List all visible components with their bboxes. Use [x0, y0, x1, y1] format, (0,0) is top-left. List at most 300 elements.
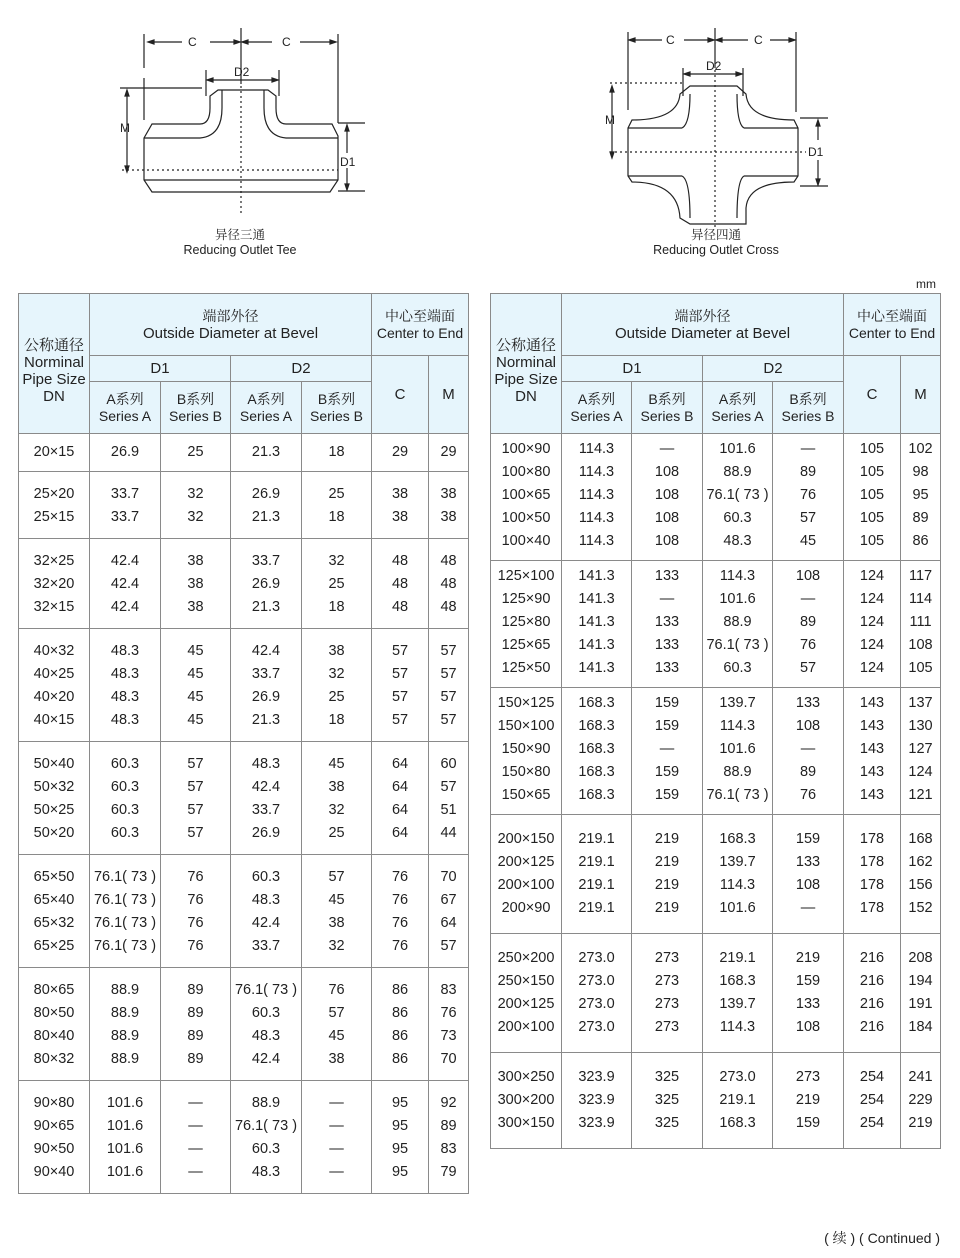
tee-caption-en: Reducing Outlet Tee [183, 243, 297, 257]
cell-value: 178 [859, 900, 885, 916]
cell-value: 88.9 [251, 1095, 281, 1111]
cell-c [372, 742, 429, 855]
header-d2-series-a [703, 382, 773, 434]
cell-value: 38 [328, 915, 345, 931]
cell-value: 89 [799, 764, 817, 780]
cell-value: 125×65 [501, 637, 551, 653]
cell-value: 88.9 [723, 614, 752, 630]
cell-value: 273.0 [578, 996, 615, 1012]
cell-value: 90×80 [33, 1095, 75, 1111]
cell-dn [19, 742, 90, 855]
cell-dn [19, 968, 90, 1081]
cell-value: 21.3 [251, 509, 281, 525]
cell-d2-series-a [703, 688, 773, 815]
cell-value: 83 [440, 1141, 457, 1157]
cell-value: 57 [391, 666, 409, 682]
cell-value: 229 [908, 1092, 933, 1108]
table-row-group [19, 434, 469, 472]
cell-value: 323.9 [578, 1092, 615, 1108]
cell-value: 25×20 [33, 486, 75, 502]
cell-value: 101.6 [719, 900, 756, 916]
table-row-group [19, 968, 469, 1081]
cell-value: 26.9 [110, 444, 140, 460]
cell-value: 18 [328, 599, 345, 615]
cell-d1-series-a [90, 539, 161, 629]
cell-d2-series-b [773, 688, 844, 815]
tee-label-c-left: C [188, 35, 197, 49]
cell-value: 48.3 [251, 1028, 281, 1044]
cell-value: 200×100 [497, 1019, 555, 1035]
cell-d1-series-a [562, 561, 632, 688]
series-a-en: Series A [239, 407, 293, 424]
cell-value: — [188, 1141, 203, 1157]
cell-value: 57 [799, 510, 817, 526]
cell-value: 38 [440, 486, 457, 502]
cell-value: 150×80 [501, 764, 551, 780]
tee-label-d2: D2 [234, 65, 250, 79]
cell-value: 133 [654, 568, 680, 584]
cell-value: 250×200 [497, 950, 555, 966]
cell-value: 86 [391, 982, 409, 998]
cell-value: 323.9 [578, 1115, 615, 1131]
cell-d2-series-a [231, 629, 302, 742]
cell-d1-series-b [632, 561, 703, 688]
table-row-group [19, 742, 469, 855]
cell-value: 273 [795, 1069, 821, 1085]
cell-value: 219.1 [578, 877, 615, 893]
cell-value: 98 [912, 464, 929, 480]
cell-c [844, 434, 901, 561]
cell-value: 32 [328, 938, 345, 954]
cell-c [372, 434, 429, 472]
cell-d2-series-b [302, 629, 372, 742]
cell-value: 89 [187, 982, 204, 998]
cross-caption-en: Reducing Outlet Cross [653, 243, 779, 257]
cell-value: 133 [795, 695, 821, 711]
cell-value: — [800, 741, 816, 757]
cell-d1-series-b [632, 934, 703, 1053]
cell-value: 79 [440, 1164, 457, 1180]
series-a-cn: A系列 [718, 390, 757, 407]
header-m: M [429, 356, 469, 434]
cell-value: 65×32 [33, 915, 75, 931]
cell-m [429, 742, 469, 855]
cell-value: 178 [859, 877, 885, 893]
header-dn-en3: DN [515, 388, 537, 405]
cell-value: 114.3 [719, 877, 756, 893]
cell-value: 141.3 [578, 614, 615, 630]
cell-d2-series-b [302, 434, 372, 472]
cell-value: 65×25 [33, 938, 75, 954]
cell-value: 25 [328, 576, 345, 592]
cell-value: 108 [654, 510, 680, 526]
cell-value: 60 [440, 756, 457, 772]
cell-value: 124 [859, 614, 885, 630]
cell-dn [491, 1053, 562, 1149]
cell-value: 50×40 [33, 756, 75, 772]
cell-value: 273.0 [578, 973, 615, 989]
cell-value: 90×40 [33, 1164, 75, 1180]
cell-value: 48.3 [110, 712, 140, 728]
cell-value: 191 [908, 996, 933, 1012]
cell-value: 90×65 [33, 1118, 75, 1134]
continued-label: ( 续 ) ( Continued ) [824, 1230, 940, 1246]
series-a-en: Series A [711, 407, 764, 424]
cell-value: 141.3 [578, 591, 615, 607]
cell-value: 38 [391, 509, 409, 525]
tee-label-m: M [120, 121, 130, 135]
table-body-right [491, 434, 941, 1149]
cell-value: 64 [391, 802, 409, 818]
cell-value: 216 [859, 1019, 885, 1035]
cell-d1-series-b [161, 742, 231, 855]
cell-value: 44 [440, 825, 457, 841]
cell-value: 48 [391, 553, 409, 569]
cell-value: 219 [654, 831, 680, 847]
cross-caption [626, 228, 806, 258]
cell-d1-series-a [90, 629, 161, 742]
cell-value: 219 [908, 1115, 933, 1131]
cell-m [429, 629, 469, 742]
cell-value: 40×20 [33, 689, 75, 705]
cell-d2-series-b [302, 472, 372, 539]
cell-value: 143 [859, 764, 885, 780]
cell-value: 143 [859, 787, 885, 803]
cell-value: 150×100 [497, 718, 555, 734]
cell-value: 117 [908, 568, 933, 584]
header-d2-series-b [773, 382, 844, 434]
cell-d2-series-a [231, 539, 302, 629]
series-a-cn: A系列 [106, 390, 144, 407]
cell-value: — [188, 1095, 203, 1111]
cell-d1-series-b [161, 855, 231, 968]
cell-value: 273 [654, 1019, 680, 1035]
cell-value: 42.4 [251, 1051, 281, 1067]
cell-value: 108 [654, 533, 680, 549]
cell-value: — [800, 591, 816, 607]
cell-value: 114.3 [578, 464, 615, 480]
cell-c [844, 934, 901, 1053]
cell-value: 38 [440, 509, 457, 525]
cell-value: 325 [654, 1092, 680, 1108]
cell-value: 300×150 [497, 1115, 555, 1131]
cell-value: 168.3 [719, 973, 756, 989]
cell-value: 65×50 [33, 869, 75, 885]
cell-value: — [659, 441, 675, 457]
cell-value: 178 [859, 831, 885, 847]
table-row-group [491, 1053, 941, 1149]
cell-value: 57 [799, 660, 817, 676]
cell-value: 38 [328, 779, 345, 795]
tee-caption-cn: 异径三通 [214, 228, 265, 242]
cell-value: 48.3 [251, 756, 281, 772]
cell-value: 76 [440, 1005, 457, 1021]
cell-d2-series-a [231, 472, 302, 539]
cell-value: 83 [440, 982, 457, 998]
cell-value: 111 [909, 614, 932, 630]
cell-value: 219 [795, 1092, 821, 1108]
cell-value: 48.3 [251, 1164, 281, 1180]
cell-dn [491, 934, 562, 1053]
header-od-cn: 端部外径 [202, 307, 259, 324]
cell-value: 25 [328, 486, 345, 502]
header-dn-cn: 公称通径 [23, 337, 84, 354]
cell-value: 76 [391, 869, 409, 885]
cross-label-c-right: C [754, 33, 763, 47]
cell-d1-series-b [632, 1053, 703, 1149]
cell-value: 108 [908, 637, 933, 653]
cell-value: 25 [328, 825, 345, 841]
cell-value: 57 [391, 712, 409, 728]
cell-d1-series-a [562, 934, 632, 1053]
cell-d2-series-b [773, 934, 844, 1053]
cell-m [429, 968, 469, 1081]
reducing-outlet-cross-figure [600, 28, 850, 228]
cell-d2-series-b [302, 742, 372, 855]
header-d2-series-b [302, 382, 372, 434]
header-outside-diameter [90, 294, 372, 356]
cell-d2-series-b [773, 1053, 844, 1149]
header-dn-en2: Pipe Size [494, 371, 558, 388]
cell-value: 25×15 [33, 509, 75, 525]
cell-c [372, 968, 429, 1081]
header-dn [19, 294, 90, 434]
cell-value: 216 [859, 973, 885, 989]
cell-value: 219.1 [578, 854, 615, 870]
cell-value: 80×40 [33, 1028, 75, 1044]
cell-d2-series-a [703, 934, 773, 1053]
header-od-en: Outside Diameter at Bevel [614, 324, 791, 342]
cell-value: 89 [187, 1005, 204, 1021]
cell-value: 194 [908, 973, 933, 989]
cell-value: 42.4 [110, 576, 140, 592]
cell-value: 273.0 [578, 950, 615, 966]
cell-value: 89 [799, 614, 817, 630]
cell-value: 105 [859, 510, 885, 526]
header-dn-cn: 公称通径 [495, 337, 556, 354]
cell-value: 90×50 [33, 1141, 75, 1157]
cell-d2-series-b [773, 434, 844, 561]
cell-value: 127 [908, 741, 933, 757]
cell-value: 76 [187, 869, 204, 885]
series-b-cn: B系列 [648, 390, 686, 407]
cell-value: — [329, 1095, 344, 1111]
cell-value: 105 [859, 533, 885, 549]
cell-value: 124 [859, 637, 885, 653]
cell-d2-series-b [773, 561, 844, 688]
cell-d2-series-b [302, 1081, 372, 1194]
cell-value: 57 [391, 689, 409, 705]
cell-value: 102 [908, 441, 933, 457]
table-row-group [491, 934, 941, 1053]
cell-value: 20×15 [33, 444, 75, 460]
cell-value: 76 [187, 938, 204, 954]
cell-value: 254 [859, 1069, 885, 1085]
cell-c [372, 1081, 429, 1194]
cell-value: 33.7 [110, 486, 140, 502]
tee-drawing [110, 28, 380, 218]
header-c: C [372, 356, 429, 434]
cell-value: 95 [391, 1095, 409, 1111]
cell-value: — [800, 441, 816, 457]
cell-value: 29 [391, 444, 409, 460]
cell-value: 51 [440, 802, 457, 818]
cell-value: 300×250 [497, 1069, 555, 1085]
cell-value: 76.1( 73 ) [706, 787, 769, 803]
cell-value: 143 [859, 695, 885, 711]
cell-value: 80×32 [33, 1051, 75, 1067]
cell-value: 114.3 [719, 718, 756, 734]
cell-value: 57 [440, 643, 457, 659]
cell-value: 124 [859, 568, 885, 584]
cell-value: 88.9 [723, 764, 752, 780]
cell-value: 125×80 [501, 614, 551, 630]
cell-value: 76 [799, 487, 817, 503]
cell-value: 65×40 [33, 892, 75, 908]
cell-m [901, 934, 941, 1053]
cell-value: 60.3 [110, 825, 140, 841]
cell-value: 150×65 [501, 787, 551, 803]
cell-value: 159 [654, 787, 680, 803]
header-m: M [901, 356, 941, 434]
cell-m [429, 539, 469, 629]
cell-d2-series-a [231, 1081, 302, 1194]
cell-value: 86 [391, 1051, 409, 1067]
cell-value: 21.3 [251, 599, 281, 615]
cell-value: 33.7 [251, 802, 281, 818]
unit-label: mm [916, 277, 936, 291]
cell-c [372, 629, 429, 742]
series-b-cn: B系列 [317, 390, 356, 407]
cell-d1-series-a [90, 1081, 161, 1194]
cell-value: 57 [440, 779, 457, 795]
cell-value: 124 [859, 591, 885, 607]
cell-value: 159 [654, 764, 680, 780]
header-c: C [844, 356, 901, 434]
cell-value: 57 [187, 802, 204, 818]
cell-value: 89 [187, 1028, 204, 1044]
cell-d1-series-a [90, 855, 161, 968]
cell-d2-series-b [773, 815, 844, 934]
cell-value: 139.7 [719, 854, 756, 870]
cell-value: 38 [187, 599, 204, 615]
cell-value: 150×125 [497, 695, 555, 711]
cell-value: 159 [795, 831, 821, 847]
cell-d1-series-a [90, 472, 161, 539]
cell-value: 76 [391, 938, 409, 954]
series-b-en: Series B [781, 407, 835, 424]
series-a-en: Series A [98, 407, 152, 424]
header-od-cn: 端部外径 [674, 307, 731, 324]
cell-d2-series-a [703, 561, 773, 688]
table-row-group [491, 434, 941, 561]
tee-label-c-right: C [282, 35, 291, 49]
header-ce-en: Center to End [376, 324, 464, 341]
cell-value: 323.9 [578, 1069, 615, 1085]
cell-value: — [188, 1118, 203, 1134]
cell-value: 64 [391, 756, 409, 772]
header-d2: D2 [703, 356, 844, 382]
cell-d1-series-a [90, 434, 161, 472]
cell-value: 101.6 [719, 591, 756, 607]
cell-value: 42.4 [251, 643, 281, 659]
cell-value: 48 [440, 576, 457, 592]
cell-value: 40×32 [33, 643, 75, 659]
cell-value: 95 [391, 1164, 409, 1180]
cell-value: 76.1( 73 ) [706, 487, 769, 503]
cell-d1-series-b [161, 539, 231, 629]
cell-value: 178 [859, 854, 885, 870]
cell-d1-series-b [632, 815, 703, 934]
cell-value: 57 [440, 666, 457, 682]
cell-value: 105 [859, 441, 885, 457]
cell-m [429, 1081, 469, 1194]
cell-value: 200×150 [497, 831, 555, 847]
cell-value: — [659, 741, 675, 757]
cell-d1-series-b [632, 688, 703, 815]
table-row-group [491, 815, 941, 934]
cell-value: 143 [859, 741, 885, 757]
cell-value: 70 [440, 1051, 457, 1067]
cell-value: 168.3 [719, 831, 756, 847]
cell-d2-series-a [703, 1053, 773, 1149]
cell-value: 40×25 [33, 666, 75, 682]
cell-value: 29 [440, 444, 457, 460]
cell-dn [491, 561, 562, 688]
cell-value: 121 [908, 787, 933, 803]
cell-value: 76.1( 73 ) [234, 1118, 298, 1134]
cell-value: 32 [328, 553, 345, 569]
cell-value: 108 [795, 1019, 821, 1035]
cell-value: — [659, 591, 675, 607]
cell-value: 162 [908, 854, 933, 870]
cell-d1-series-b [161, 629, 231, 742]
cell-value: 64 [391, 825, 409, 841]
cell-value: 45 [328, 756, 345, 772]
cell-value: 38 [328, 1051, 345, 1067]
series-a-cn: A系列 [577, 390, 616, 407]
cell-value: 200×125 [497, 996, 555, 1012]
cell-value: 105 [859, 464, 885, 480]
cell-d1-series-a [562, 1053, 632, 1149]
cell-value: 76.1( 73 ) [706, 637, 769, 653]
cell-dn [19, 472, 90, 539]
cell-value: 88.9 [723, 464, 752, 480]
cell-dn [19, 629, 90, 742]
cell-value: 76.1( 73 ) [93, 938, 157, 954]
cell-value: 45 [187, 666, 204, 682]
header-center-to-end [372, 294, 469, 356]
cell-value: 159 [795, 973, 821, 989]
cell-value: 76 [187, 915, 204, 931]
header-ce-cn: 中心至端面 [385, 307, 456, 324]
header-outside-diameter [562, 294, 844, 356]
cell-d2-series-a [703, 434, 773, 561]
cell-value: 88.9 [110, 1028, 140, 1044]
table-row-group [19, 855, 469, 968]
table-row-group [491, 561, 941, 688]
cell-value: 88.9 [110, 1005, 140, 1021]
cell-value: 141.3 [578, 660, 615, 676]
cell-value: 141.3 [578, 637, 615, 653]
cell-value: 48.3 [110, 666, 140, 682]
cell-c [372, 472, 429, 539]
cell-value: 89 [187, 1051, 204, 1067]
cell-value: 168.3 [719, 1115, 756, 1131]
header-od-en: Outside Diameter at Bevel [142, 324, 319, 342]
cell-value: 219 [654, 854, 680, 870]
cell-value: 168.3 [578, 718, 615, 734]
